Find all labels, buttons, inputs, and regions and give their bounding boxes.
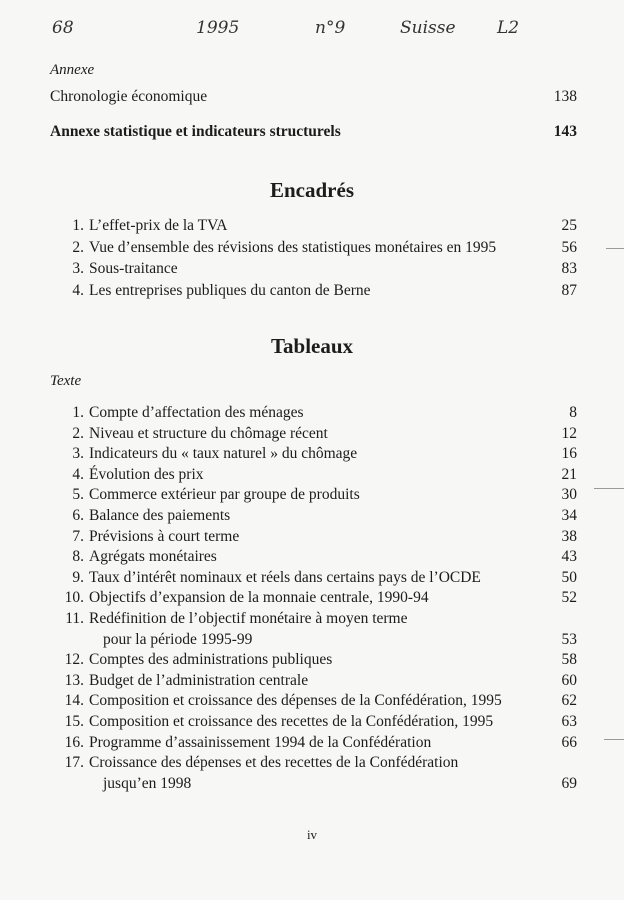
toc-title-continuation: pour la période 1995-99	[103, 630, 253, 648]
toc-title: L’effet-prix de la TVA	[89, 217, 228, 234]
handwritten-note: 68	[52, 18, 74, 38]
toc-title: Annexe statistique et indicateurs structurels	[50, 123, 341, 140]
toc-page-number: 62	[561, 692, 577, 710]
toc-page-number: 66	[561, 733, 577, 751]
toc-page-number: 34	[561, 507, 577, 524]
toc-number: 15.	[64, 713, 84, 730]
toc-number: 3.	[72, 445, 84, 463]
toc-title: Indicateurs du « taux naturel » du chômage	[89, 445, 358, 463]
tableau-entry[interactable]	[50, 651, 577, 671]
handwritten-annotations	[0, 18, 624, 48]
tableaux-heading: Tableaux	[270, 334, 354, 358]
toc-page-number: 143	[553, 123, 577, 140]
encadre-entry[interactable]	[50, 260, 577, 280]
toc-title: Vue d’ensemble des révisions des statistiques monétaires en 1995	[89, 238, 497, 256]
toc-title: Agrégats monétaires	[89, 548, 217, 566]
toc-number: 4.	[72, 281, 84, 299]
toc-page-number: 43	[561, 548, 577, 566]
toc-number: 5.	[72, 486, 84, 504]
toc-title: Redéfinition de l’objectif monétaire à moyen terme	[89, 610, 408, 627]
tableau-entry[interactable]	[50, 425, 577, 445]
toc-number: 3.	[72, 260, 84, 277]
toc-page-number: 83	[561, 260, 577, 277]
toc-title: Croissance des dépenses et des recettes de la Confédération	[89, 754, 459, 772]
toc-page-number: 138	[553, 88, 577, 105]
toc-page-number: 53	[561, 630, 577, 648]
tableau-entry[interactable]	[50, 734, 577, 754]
toc-title: Chronologie économique	[50, 88, 208, 105]
handwritten-note: Suisse	[400, 18, 456, 38]
toc-page-number: 8	[569, 404, 577, 421]
toc-page-number: 25	[561, 217, 577, 234]
tableau-entry[interactable]	[50, 528, 577, 548]
handwritten-note: n°9	[315, 18, 346, 38]
toc-number: 16.	[64, 733, 84, 751]
texte-label: Texte	[50, 373, 82, 389]
toc-number: 8.	[72, 548, 84, 566]
encadre-entry[interactable]	[50, 282, 577, 302]
toc-number: 9.	[72, 568, 84, 586]
tableau-entry[interactable]	[50, 548, 577, 568]
toc-number: 10.	[64, 589, 84, 607]
toc-row-statistique[interactable]	[50, 123, 577, 143]
encadres-heading: Encadrés	[270, 178, 354, 202]
toc-page-number: 38	[561, 527, 577, 545]
toc-number: 11.	[65, 610, 84, 627]
toc-title: Commerce extérieur par groupe de produits	[89, 486, 360, 504]
toc-title: Prévisions à court terme	[89, 527, 240, 545]
toc-title: Niveau et structure du chômage récent	[89, 424, 328, 442]
tableau-entry[interactable]	[50, 507, 577, 527]
toc-number: 17.	[64, 754, 84, 772]
toc-number: 13.	[64, 671, 84, 689]
scan-artifact	[606, 248, 624, 249]
tableau-entry[interactable]	[50, 486, 577, 506]
toc-page-number: 56	[561, 238, 577, 256]
toc-title: Objectifs d’expansion de la monnaie centrale, 1990-94	[89, 589, 429, 607]
toc-title: Comptes des administrations publiques	[89, 651, 333, 669]
encadre-entry[interactable]	[50, 217, 577, 237]
handwritten-note: 1995	[196, 18, 240, 38]
toc-title: Sous-traitance	[89, 260, 178, 277]
toc-title: Composition et croissance des recettes de la Confédération, 1995	[89, 713, 494, 730]
toc-page-number: 21	[561, 465, 577, 483]
toc-page-number: 69	[561, 774, 577, 792]
toc-number: 1.	[72, 404, 84, 421]
toc-title: Programme d’assainissement 1994 de la Confédération	[89, 733, 432, 751]
tableau-entry[interactable]	[50, 672, 577, 692]
toc-page-number: 87	[561, 281, 577, 299]
toc-number: 2.	[72, 424, 84, 442]
tableau-entry[interactable]	[50, 404, 577, 424]
toc-number: 4.	[72, 465, 84, 483]
scan-artifact	[604, 739, 624, 740]
toc-number: 1.	[72, 217, 84, 234]
toc-number: 2.	[72, 238, 84, 256]
tableau-entry[interactable]	[50, 692, 577, 712]
toc-number: 14.	[64, 692, 84, 710]
page-footer-number: iv	[306, 827, 318, 842]
toc-title: Composition et croissance des dépenses de la Confédération, 1995	[89, 692, 502, 710]
toc-title-continuation: jusqu’en 1998	[103, 774, 192, 792]
toc-page-number: 50	[561, 568, 577, 586]
toc-row-chronologie[interactable]	[50, 88, 577, 108]
scan-artifact	[594, 488, 624, 489]
toc-title: Les entreprises publiques du canton de Berne	[89, 281, 371, 299]
toc-number: 12.	[64, 651, 84, 669]
tableau-entry[interactable]	[50, 589, 577, 609]
tableau-entry[interactable]	[50, 466, 577, 486]
toc-page-number: 52	[561, 589, 577, 607]
toc-title: Évolution des prix	[89, 465, 204, 483]
tableau-entry[interactable]	[50, 569, 577, 589]
toc-title: Balance des paiements	[89, 507, 231, 524]
toc-page-number: 12	[561, 424, 577, 442]
tableau-entry[interactable]	[50, 445, 577, 465]
toc-page-number: 63	[561, 713, 577, 730]
toc-page-number: 60	[561, 671, 577, 689]
encadre-entry[interactable]	[50, 239, 577, 259]
tableau-entry[interactable]	[50, 713, 577, 733]
annexe-label: Annexe	[50, 62, 95, 78]
toc-number: 7.	[72, 527, 84, 545]
toc-page-number: 58	[561, 651, 577, 669]
handwritten-note: L2	[497, 18, 520, 38]
toc-page-number: 30	[561, 486, 577, 504]
toc-title: Taux d’intérêt nominaux et réels dans certains pays de l’OCDE	[89, 568, 481, 586]
toc-page-number: 16	[561, 445, 577, 463]
toc-title: Budget de l’administration centrale	[89, 671, 309, 689]
toc-number: 6.	[72, 507, 84, 524]
toc-title: Compte d’affectation des ménages	[89, 404, 304, 421]
